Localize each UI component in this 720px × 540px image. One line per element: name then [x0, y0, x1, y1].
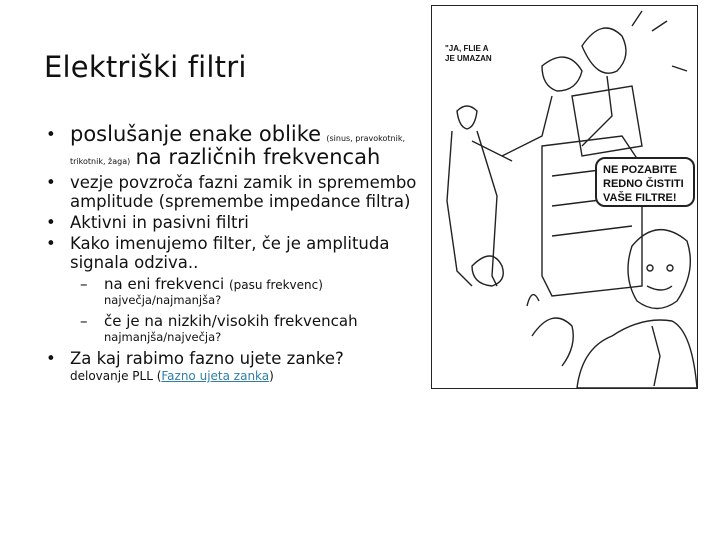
- sub-bullet-item: [46, 275, 436, 293]
- sub-bullet-note: največja/najmanjša?: [104, 293, 222, 307]
- bullet-dot: •: [46, 213, 56, 232]
- bullet-item: [46, 213, 436, 232]
- sub-bullet-item: [46, 312, 436, 330]
- bullet-dot: •: [46, 125, 56, 144]
- bullet-item: [46, 234, 436, 272]
- sub-bullet-small: (pasu frekvenc): [228, 278, 323, 292]
- note-text: ): [269, 369, 274, 383]
- bullet-item: [46, 349, 436, 384]
- bullet-text: na različnih frekvencah: [135, 145, 381, 169]
- speech-line: "JA, FLIE A: [445, 44, 489, 53]
- bullet-note: [70, 368, 436, 384]
- slide-title: Elektriški filtri: [44, 50, 247, 84]
- sub-bullet-note: najmanjša/največja?: [104, 330, 222, 344]
- speech-line: JE UMAZAN: [445, 54, 492, 63]
- bullet-text: vezje povzroča fazni zamik in spremembo amplitude (spremembe impedance filtra): [70, 173, 417, 211]
- sub-bullet-dash: –: [80, 312, 88, 330]
- bullet-text: poslušanje enake oblike: [70, 122, 322, 146]
- bullet-dot: •: [46, 349, 56, 368]
- sign-line: NE POZABITE: [603, 164, 677, 176]
- sub-bullet-text: na eni frekvenci: [104, 275, 225, 293]
- bullet-item: [46, 173, 436, 211]
- bullet-item: [46, 122, 436, 171]
- sign-line: REDNO ČISTITI: [603, 178, 684, 190]
- bullet-dot: •: [46, 173, 56, 192]
- bullet-dot: •: [46, 234, 56, 253]
- sub-bullet-dash: –: [80, 275, 88, 293]
- note-text: delovanje PLL (: [70, 369, 162, 383]
- bullet-note: (sinus, pravokotnik,: [326, 134, 406, 143]
- speech-bubble: [445, 44, 492, 64]
- bullet-note: trikotnik, žaga): [70, 157, 131, 166]
- bullet-text: Kako imenujemo filter, če je amplituda signala odziva..: [70, 234, 390, 272]
- warning-sign: [595, 157, 695, 207]
- sign-line: VAŠE FILTRE!: [603, 192, 677, 204]
- pll-link[interactable]: Fazno ujeta zanka: [161, 369, 270, 383]
- sub-bullet-text: če je na nizkih/visokih frekvencah: [104, 312, 358, 330]
- bullet-text: Za kaj rabimo fazno ujete zanke?: [70, 349, 344, 368]
- bullet-list: [46, 122, 436, 386]
- bullet-text: Aktivni in pasivni filtri: [70, 213, 249, 232]
